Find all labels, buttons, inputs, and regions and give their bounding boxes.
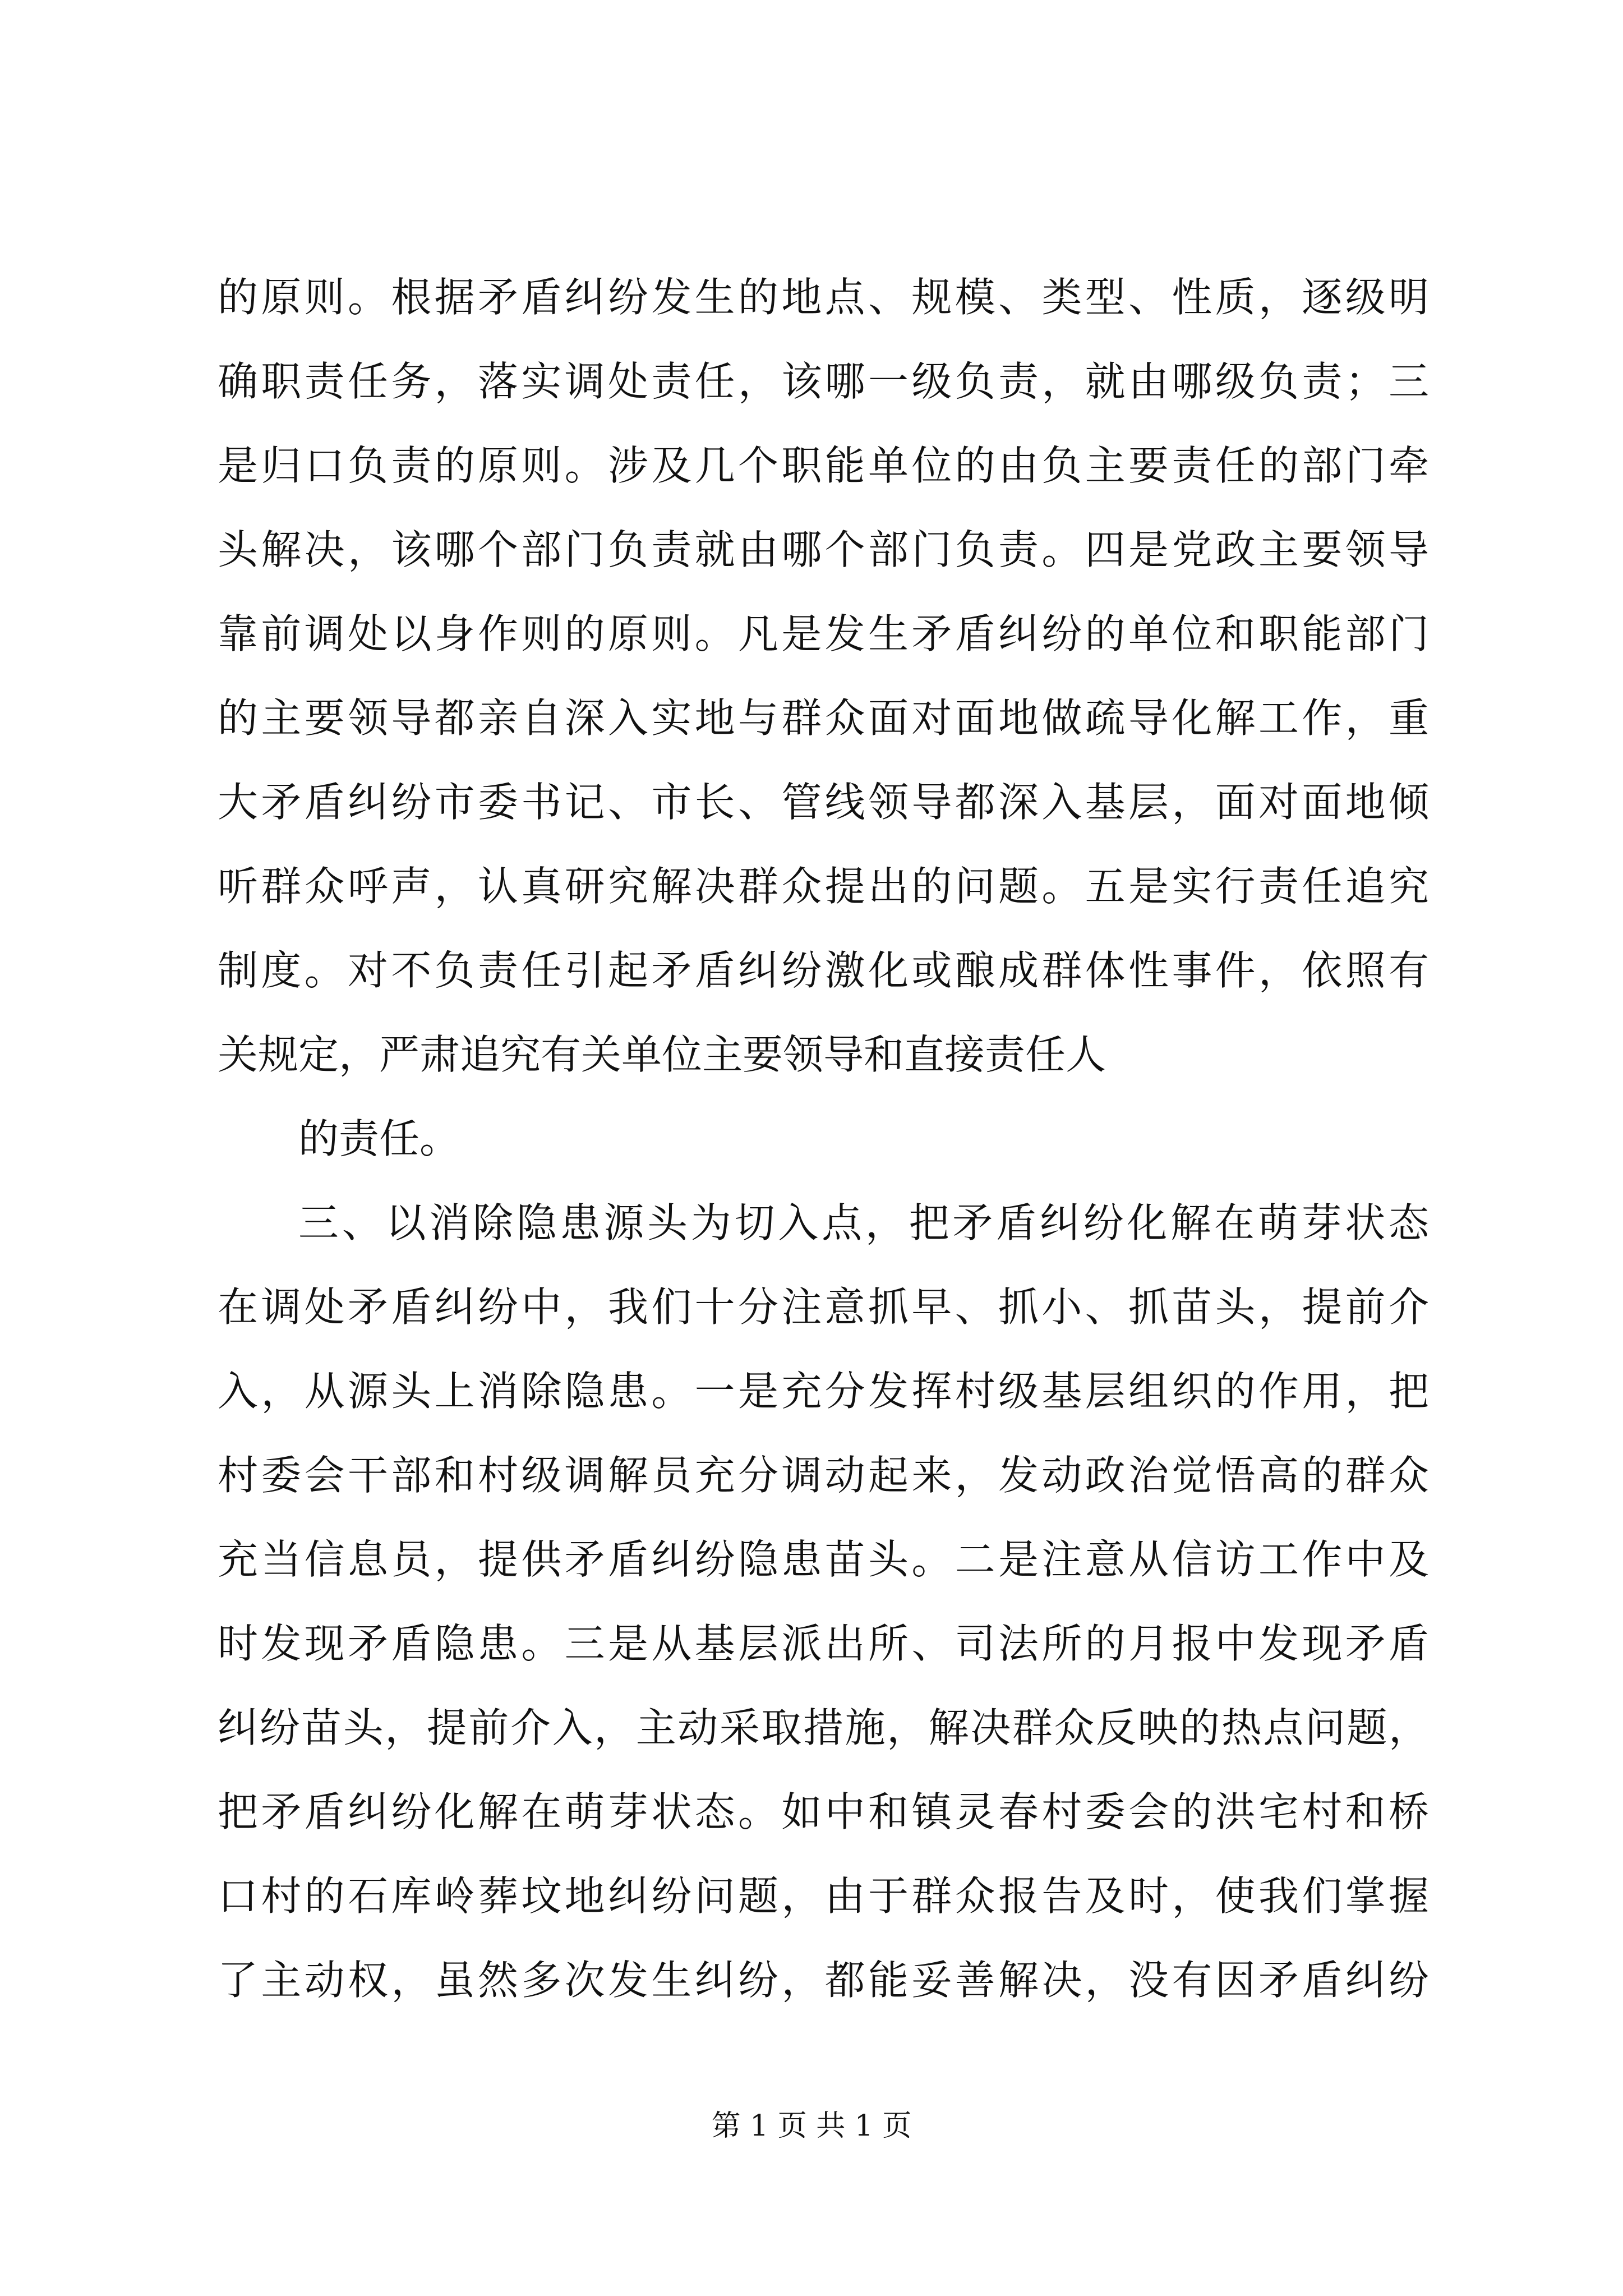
page-number-footer: 第 1 页 共 1 页	[711, 2109, 912, 2143]
text-line: 口村的石库岭葬坟地纠纷问题，由于群众报告及时，使我们掌握	[218, 1872, 1429, 1920]
text-line: 的主要领导都亲自深入实地与群众面对面地做疏导化解工作，重	[218, 694, 1429, 742]
text-line: 确职责任务，落实调处责任，该哪一级负责，就由哪级负责；三	[218, 358, 1429, 405]
text-line: 在调处矛盾纠纷中，我们十分注意抓早、抓小、抓苗头，提前介	[218, 1283, 1429, 1331]
text-line: 了主动权，虽然多次发生纠纷，都能妥善解决，没有因矛盾纠纷	[218, 1957, 1429, 2004]
text-line: 充当信息员，提供矛盾纠纷隐患苗头。二是注意从信访工作中及	[218, 1536, 1429, 1583]
text-line: 大矛盾纠纷市委书记、市长、管线领导都深入基层，面对面地倾	[218, 779, 1429, 826]
text-line: 把矛盾纠纷化解在萌芽状态。如中和镇灵春村委会的洪宅村和桥	[218, 1788, 1429, 1835]
text-line: 的责任。	[298, 1115, 460, 1162]
text-line: 是归口负责的原则。涉及几个职能单位的由负主要责任的部门牵	[218, 442, 1429, 489]
text-line: 村委会干部和村级调解员充分调动起来，发动政治觉悟高的群众	[218, 1452, 1429, 1499]
text-line: 的原则。根据矛盾纠纷发生的地点、规模、类型、性质，逐级明	[218, 274, 1429, 321]
text-line: 关规定，严肃追究有关单位主要领导和直接责任人	[218, 1031, 1106, 1078]
text-line: 入，从源头上消除隐患。一是充分发挥村级基层组织的作用，把	[218, 1368, 1429, 1415]
text-line: 头解决，该哪个部门负责就由哪个部门负责。四是党政主要领导	[218, 526, 1429, 573]
text-line: 听群众呼声，认真研究解决群众提出的问题。五是实行责任追究	[218, 863, 1429, 910]
text-line: 制度。对不负责任引起矛盾纠纷激化或酿成群体性事件，依照有	[218, 947, 1429, 994]
text-line: 时发现矛盾隐患。三是从基层派出所、司法所的月报中发现矛盾	[218, 1620, 1429, 1667]
text-line: 纠纷苗头，提前介入，主动采取措施，解决群众反映的热点问题，	[218, 1704, 1429, 1751]
text-line: 靠前调处以身作则的原则。凡是发生矛盾纠纷的单位和职能部门	[218, 610, 1429, 657]
section-heading: 三、以消除隐患源头为切入点，把矛盾纠纷化解在萌芽状态	[298, 1199, 1429, 1246]
